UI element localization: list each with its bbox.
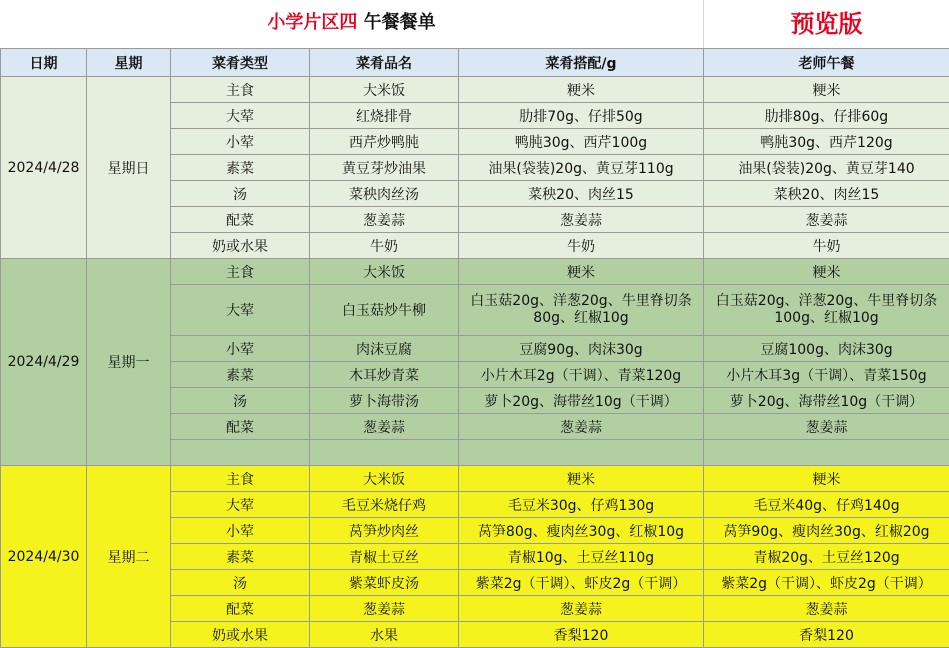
teacher-lunch-cell: 粳米 bbox=[704, 259, 949, 285]
dish-name-cell: 白玉菇炒牛柳 bbox=[310, 285, 459, 336]
ingredients-cell: 牛奶 bbox=[459, 233, 704, 259]
header-ingredients: 菜肴搭配/g bbox=[459, 49, 704, 77]
teacher-lunch-cell: 香梨120 bbox=[704, 622, 949, 648]
teacher-lunch-cell: 小片木耳3g（干调）、青菜150g bbox=[704, 362, 949, 388]
title-bar bbox=[0, 0, 949, 49]
dish-name-cell: 毛豆米烧仔鸡 bbox=[310, 492, 459, 518]
ingredients-cell: 葱姜蒜 bbox=[459, 596, 704, 622]
ingredients-cell: 葱姜蒜 bbox=[459, 207, 704, 233]
preview-badge: 预览版 bbox=[704, 0, 949, 48]
ingredients-cell: 葱姜蒜 bbox=[459, 414, 704, 440]
dish-type-cell: 配菜 bbox=[171, 207, 310, 233]
dish-type-cell: 配菜 bbox=[171, 414, 310, 440]
ingredients-cell: 小片木耳2g（干调）、青菜120g bbox=[459, 362, 704, 388]
dish-name-cell: 青椒土豆丝 bbox=[310, 544, 459, 570]
date-cell: 2024/4/30 bbox=[1, 466, 87, 648]
ingredients-cell: 油果(袋装)20g、黄豆芽110g bbox=[459, 155, 704, 181]
teacher-lunch-cell: 粳米 bbox=[704, 466, 949, 492]
header-row bbox=[1, 49, 949, 77]
teacher-lunch-cell: 豆腐100g、肉沫30g bbox=[704, 336, 949, 362]
school-name: 小学片区四 bbox=[267, 12, 357, 33]
teacher-lunch-cell: 油果(袋装)20g、黄豆芽140 bbox=[704, 155, 949, 181]
teacher-lunch-cell: 牛奶 bbox=[704, 233, 949, 259]
dish-type-cell: 大荤 bbox=[171, 103, 310, 129]
dish-type-cell: 小荤 bbox=[171, 336, 310, 362]
dish-type-cell: 汤 bbox=[171, 570, 310, 596]
dish-name-cell: 萝卜海带汤 bbox=[310, 388, 459, 414]
weekday-cell: 星期一 bbox=[87, 259, 171, 466]
dish-name-cell: 水果 bbox=[310, 622, 459, 648]
dish-type-cell: 小荤 bbox=[171, 518, 310, 544]
teacher-lunch-cell: 葱姜蒜 bbox=[704, 414, 949, 440]
menu-table bbox=[0, 48, 949, 648]
dish-type-cell bbox=[171, 440, 310, 466]
date-cell: 2024/4/29 bbox=[1, 259, 87, 466]
dish-name-cell: 肉沫豆腐 bbox=[310, 336, 459, 362]
date-cell: 2024/4/28 bbox=[1, 77, 87, 259]
teacher-lunch-cell: 萝卜20g、海带丝10g（干调） bbox=[704, 388, 949, 414]
ingredients-cell: 鸭肫30g、西芹100g bbox=[459, 129, 704, 155]
weekday-cell: 星期日 bbox=[87, 77, 171, 259]
teacher-lunch-cell: 莴笋90g、瘦肉丝30g、红椒20g bbox=[704, 518, 949, 544]
dish-type-cell: 配菜 bbox=[171, 596, 310, 622]
dish-name-cell: 牛奶 bbox=[310, 233, 459, 259]
dish-name-cell: 大米饭 bbox=[310, 77, 459, 103]
weekday-cell: 星期二 bbox=[87, 466, 171, 648]
table-row bbox=[1, 466, 949, 492]
dish-name-cell: 紫菜虾皮汤 bbox=[310, 570, 459, 596]
teacher-lunch-cell: 葱姜蒜 bbox=[704, 207, 949, 233]
ingredients-cell: 白玉菇20g、洋葱20g、牛里脊切条80g、红椒10g bbox=[459, 285, 704, 336]
ingredients-cell: 肋排70g、仔排50g bbox=[459, 103, 704, 129]
dish-type-cell: 主食 bbox=[171, 259, 310, 285]
dish-type-cell: 汤 bbox=[171, 181, 310, 207]
teacher-lunch-cell: 青椒20g、土豆丝120g bbox=[704, 544, 949, 570]
dish-type-cell: 主食 bbox=[171, 77, 310, 103]
dish-name-cell: 葱姜蒜 bbox=[310, 207, 459, 233]
ingredients-cell: 菜秧20、肉丝15 bbox=[459, 181, 704, 207]
teacher-lunch-cell: 毛豆米40g、仔鸡140g bbox=[704, 492, 949, 518]
ingredients-cell: 粳米 bbox=[459, 77, 704, 103]
ingredients-cell bbox=[459, 440, 704, 466]
table-row bbox=[1, 77, 949, 103]
dish-name-cell: 黄豆芽炒油果 bbox=[310, 155, 459, 181]
ingredients-cell: 香梨120 bbox=[459, 622, 704, 648]
dish-type-cell: 奶或水果 bbox=[171, 622, 310, 648]
header-weekday: 星期 bbox=[87, 49, 171, 77]
ingredients-cell: 莴笋80g、瘦肉丝30g、红椒10g bbox=[459, 518, 704, 544]
dish-name-cell: 大米饭 bbox=[310, 466, 459, 492]
teacher-lunch-cell: 白玉菇20g、洋葱20g、牛里脊切条100g、红椒10g bbox=[704, 285, 949, 336]
ingredients-cell: 粳米 bbox=[459, 259, 704, 285]
teacher-lunch-cell: 紫菜2g（干调）、虾皮2g（干调） bbox=[704, 570, 949, 596]
ingredients-cell: 青椒10g、土豆丝110g bbox=[459, 544, 704, 570]
teacher-lunch-cell bbox=[704, 440, 949, 466]
dish-type-cell: 素菜 bbox=[171, 362, 310, 388]
dish-type-cell: 大荤 bbox=[171, 492, 310, 518]
dish-name-cell: 菜秧肉丝汤 bbox=[310, 181, 459, 207]
ingredients-cell: 萝卜20g、海带丝10g（干调） bbox=[459, 388, 704, 414]
dish-name-cell: 西芹炒鸭肫 bbox=[310, 129, 459, 155]
dish-type-cell: 奶或水果 bbox=[171, 233, 310, 259]
dish-type-cell: 素菜 bbox=[171, 155, 310, 181]
header-dish-type: 菜肴类型 bbox=[171, 49, 310, 77]
menu-title bbox=[0, 0, 704, 48]
teacher-lunch-cell: 葱姜蒜 bbox=[704, 596, 949, 622]
table-row bbox=[1, 259, 949, 285]
dish-type-cell: 素菜 bbox=[171, 544, 310, 570]
meal-name: 午餐餐单 bbox=[357, 12, 435, 33]
dish-type-cell: 大荤 bbox=[171, 285, 310, 336]
dish-name-cell: 葱姜蒜 bbox=[310, 596, 459, 622]
teacher-lunch-cell: 粳米 bbox=[704, 77, 949, 103]
ingredients-cell: 紫菜2g（干调）、虾皮2g（干调） bbox=[459, 570, 704, 596]
ingredients-cell: 豆腐90g、肉沫30g bbox=[459, 336, 704, 362]
teacher-lunch-cell: 菜秧20、肉丝15 bbox=[704, 181, 949, 207]
dish-name-cell: 葱姜蒜 bbox=[310, 414, 459, 440]
dish-type-cell: 汤 bbox=[171, 388, 310, 414]
dish-name-cell: 木耳炒青菜 bbox=[310, 362, 459, 388]
dish-name-cell bbox=[310, 440, 459, 466]
header-teacher-lunch: 老师午餐 bbox=[704, 49, 949, 77]
teacher-lunch-cell: 肋排80g、仔排60g bbox=[704, 103, 949, 129]
dish-name-cell: 莴笋炒肉丝 bbox=[310, 518, 459, 544]
teacher-lunch-cell: 鸭肫30g、西芹120g bbox=[704, 129, 949, 155]
header-dish-name: 菜肴品名 bbox=[310, 49, 459, 77]
dish-type-cell: 小荤 bbox=[171, 129, 310, 155]
ingredients-cell: 粳米 bbox=[459, 466, 704, 492]
header-date: 日期 bbox=[1, 49, 87, 77]
dish-type-cell: 主食 bbox=[171, 466, 310, 492]
ingredients-cell: 毛豆米30g、仔鸡130g bbox=[459, 492, 704, 518]
dish-name-cell: 大米饭 bbox=[310, 259, 459, 285]
dish-name-cell: 红烧排骨 bbox=[310, 103, 459, 129]
